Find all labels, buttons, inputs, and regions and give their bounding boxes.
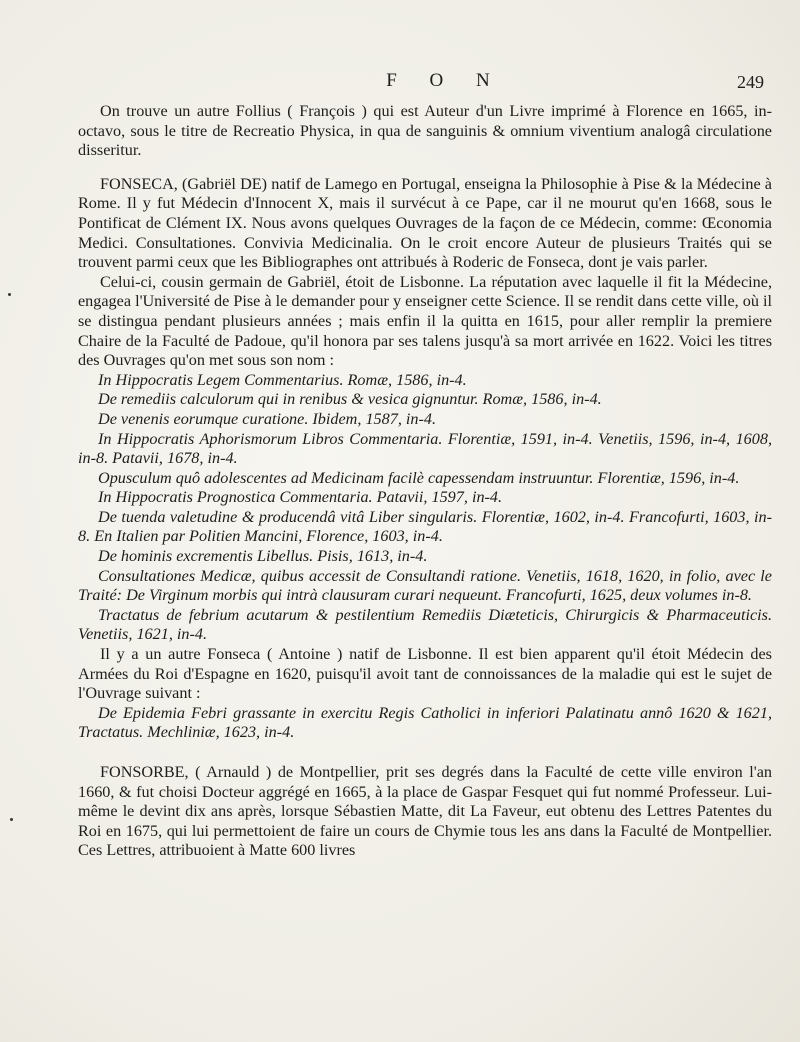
page-number: 249 <box>737 72 764 92</box>
paragraph-follius: On trouve un autre Follius ( François ) qui est Auteur d'un Livre imprimé à Florence en 1665, in-octavo, sous le titre de Recreatio Physica, in qua de sanguinis & omnium viventium analogâ circulatione disseritur. <box>78 102 772 160</box>
bibliography-entry: In Hippocratis Aphorismorum Libros Commentaria. Florentiæ, 1591, in-4. Venetiis, 1596, in-4, 1608, in-8. Patavii, 1678, in-4. <box>78 429 772 468</box>
bibliography-entry: De venenis eorumque curatione. Ibidem, 1587, in-4. <box>98 409 437 428</box>
running-head-title: F O N <box>386 70 504 91</box>
paragraph-fonsorbe: FONSORBE, ( Arnauld ) de Montpellier, prit ses degrés dans la Faculté de cette ville environ l'an 1660, & fut choisi Docteur aggrégé en 1665, à la place de Gaspar Fesquet qui fut nommé Professeur. Lui-même le devint dix ans après, lorsque Sébastien Matte, dit La Faveur, eut obtenu des Lettres Patentes du Roi en 1675, qui lui permettoient de faire un cours de Chymie tous les ans dans la Faculté de Montpellier. Ces Lettres, attribuoient à Matte 600 livres <box>78 763 772 860</box>
bibliography-entry: Consultationes Medicæ, quibus accessit de Consultandi ratione. Venetiis, 1618, 1620, in folio, avec le Traité: De Virginum morbis qui intrà clausuram curari nequeunt. Francofurti, 1625, deux volumes in-8. <box>78 566 772 605</box>
bibliography-entry: Tractatus de febrium acutarum & pestilentium Remediis Diæteticis, Chirurgicis & Pharmaceuticis. Venetiis, 1621, in-4. <box>78 605 772 644</box>
paper-speck <box>8 293 11 296</box>
paragraph-fonseca-antoine: Il y a un autre Fonseca ( Antoine ) natif de Lisbonne. Il est bien apparent qu'il étoit Médecin des Armées du Roi d'Espagne en 1620, puisqu'il avoit tant de connoissances de la maladie qui est le sujet de l'Ouvrage suivant : <box>78 645 772 703</box>
paper-speck <box>10 818 13 821</box>
bibliography-entry: In Hippocratis Prognostica Commentaria. Patavii, 1597, in-4. <box>98 488 503 507</box>
paragraph-fonseca-roderic: Celui-ci, cousin germain de Gabriël, étoit de Lisbonne. La réputation avec laquelle il fit la Médecine, engagea l'Université de Pise à le demander pour y enseigner cette Science. Il se rendit dans cette ville, où il se distingua pendant plusieurs années ; mais enfin il la quitta en 1615, pour aller remplir la premiere Chaire de la Faculté de Padoue, qu'il honora par ses talens jusqu'à sa mort arrivée en 1622. Voici les titres des Ouvrages qu'on met sous son nom : <box>78 272 772 370</box>
running-head <box>78 70 772 96</box>
bibliography-entry: Opusculum quô adolescentes ad Medicinam facilè capessendam instruuntur. Florentiæ, 1596, in-4. <box>98 468 740 487</box>
body-text <box>78 102 772 861</box>
paragraph-fonseca-gabriel: FONSECA, (Gabriël DE) natif de Lamego en Portugal, enseigna la Philosophie à Pise & la Médecine à Rome. Il y fut Médecin d'Innocent X, mais il survécut à ce Pape, car il ne mourut qu'en 1668, sous le Pontificat de Clément IX. Nous avons quelques Ouvrages de la façon de ce Médecin, comme: Œconomia Medici. Consultationes. Convivia Medicinalia. On le croit encore Auteur de plusieurs Traités qui se trouvent parmi ceux que les Bibliographes ont attribués à Roderic de Fonseca, dont je vais parler. <box>78 174 772 272</box>
bibliography-entry: De remediis calculorum qui in renibus & vesica gignuntur. Romæ, 1586, in-4. <box>98 390 602 409</box>
bibliography-entry: De hominis excrementis Libellus. Pisis, 1613, in-4. <box>98 547 428 566</box>
bibliography-entry: De Epidemia Febri grassante in exercitu Regis Catholici in inferiori Palatinatu annô 1620 & 1621, Tractatus. Mechliniæ, 1623, in-4. <box>78 703 772 742</box>
bibliography-entry: In Hippocratis Legem Commentarius. Romæ, 1586, in-4. <box>98 370 467 389</box>
bibliography-entry: De tuenda valetudine & producendâ vitâ Liber singularis. Florentiæ, 1602, in-4. Francofurti, 1603, in-8. En Italien par Politien Mancini, Florence, 1603, in-4. <box>78 507 772 546</box>
